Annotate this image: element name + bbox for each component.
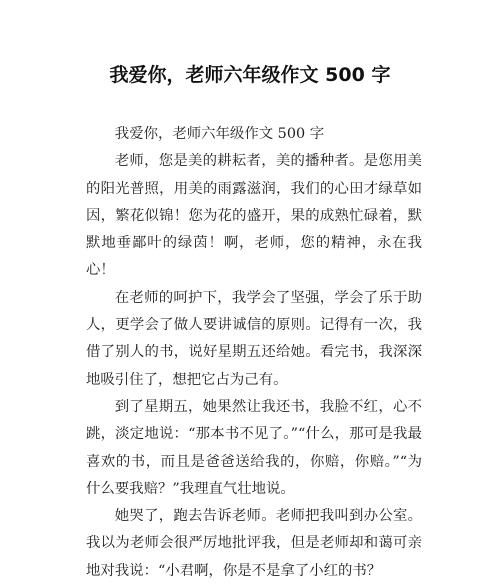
page-title: 我爱你，老师六年级作文 500 字 — [109, 64, 391, 86]
article-paragraph: 到了星期五，她果然让我还书，我脸不红，心不跳，淡定地说：“那本书不见了。”“什么，那可是我最喜欢的书，而且是爸爸送给我的，你赔，你赔。”“为什么要我赔？”我理直气壮地说。 — [86, 398, 422, 497]
article-paragraph: 老师，您是美的耕耘者，美的播种者。是您用美的阳光普照，用美的雨露滋润，我们的心田才绿草如因，繁花似锦！您为花的盛开，果的成熟忙碌着，默默地垂鄙叶的绿茵！啊，老师，您的精神，永在我心！ — [86, 153, 422, 279]
article-body — [86, 121, 422, 585]
article-paragraph: 她哭了，跑去告诉老师。老师把我叫到办公室。我以为老师会很严厉地批评我，但是老师却和蔼可亲地对我说：“小君啊，你是不是拿了小红的书？ — [86, 508, 422, 579]
article-paragraph: 在老师的呵护下，我学会了坚强，学会了乐于助人，更学会了做人要讲诚信的原则。记得有一次，我借了别人的书，说好星期五还给她。看完书，我深深地吸引住了，想把它占为己有。 — [86, 289, 422, 388]
article-paragraph-heading: 我爱你，老师六年级作文 500 字 — [114, 126, 325, 142]
